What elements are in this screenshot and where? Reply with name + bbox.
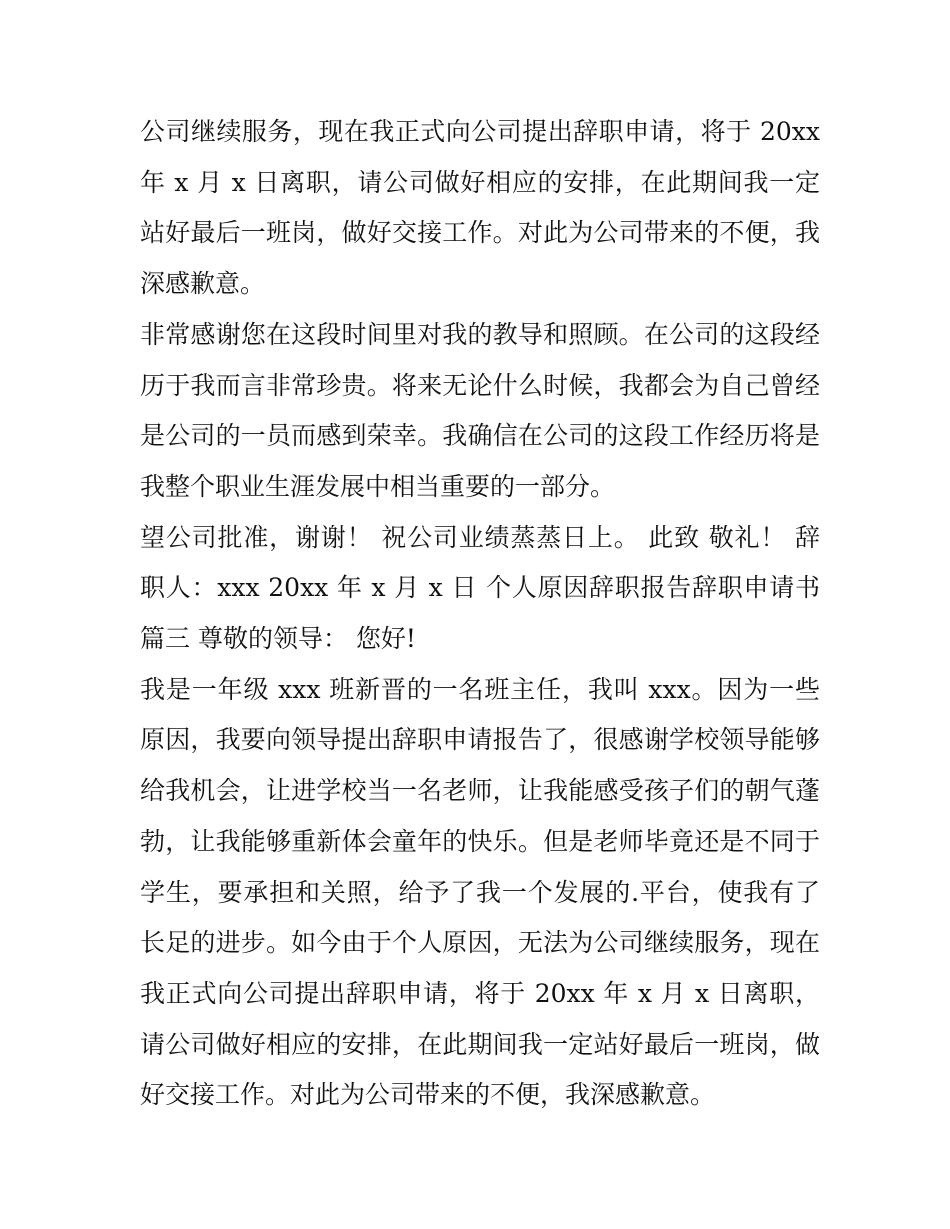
document-body: [140, 107, 820, 1121]
paragraph-3: 望公司批准，谢谢！ 祝公司业绩蒸蒸日上。 此致 敬礼！ 辞职人：xxx 20xx 年 x 月 x 日 个人原因辞职报告辞职申请书篇三 尊敬的领导： 您好!: [140, 522, 820, 654]
paragraph-4: 我是一年级 xxx 班新晋的一名班主任，我叫 xxx。因为一些原因，我要向领导提出辞职申请报告了，很感谢学校领导能够给我机会，让进学校当一名老师，让我能感受孩子们的朝气蓬勃，让我能够重新体会童年的快乐。但是老师毕竟还是不同于学生，要承担和关照，给予了我一个发展的.平台，使我有了长足的进步。如今由于个人原因，无法为公司继续服务，现在我正式向公司提出辞职申请，将于 20xx 年 x 月 x 日离职，请公司做好相应的安排，在此期间我一定站好最后一班岗，做好交接工作。对此为公司带来的不便，我深感歉意。: [140, 674, 821, 1110]
paragraph-2: 非常感谢您在这段时间里对我的教导和照顾。在公司的这段经历于我而言非常珍贵。将来无论什么时候，我都会为自己曾经是公司的一员而感到荣幸。我确信在公司的这段工作经历将是我整个职业生涯发展中相当重要的一部分。: [140, 319, 820, 501]
paragraph-1: 公司继续服务，现在我正式向公司提出辞职申请，将于 20xx 年 x 月 x 日离职，请公司做好相应的安排，在此期间我一定站好最后一班岗，做好交接工作。对此为公司带来的不便，我深感歉意。: [140, 117, 820, 299]
